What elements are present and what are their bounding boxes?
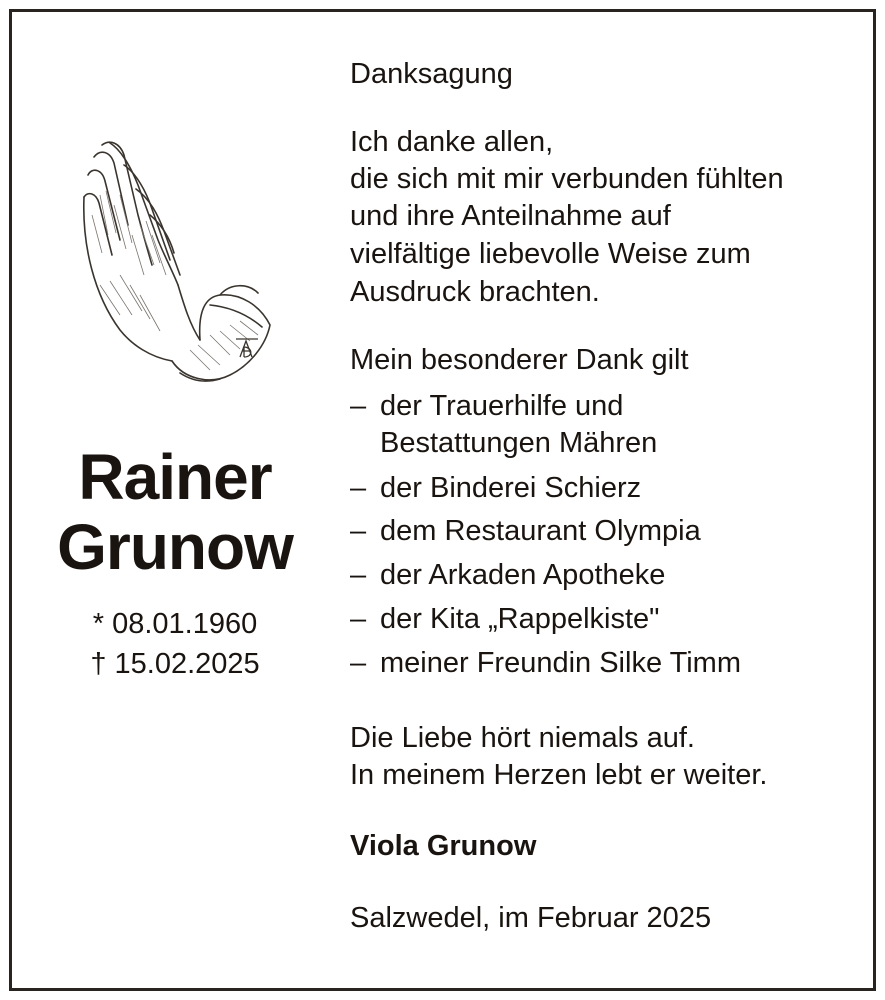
first-name: Rainer xyxy=(78,441,272,513)
signer-name: Viola Grunow xyxy=(350,830,537,862)
list-item: – meiner Freundin Silke Timm xyxy=(350,647,741,679)
heading: Danksagung xyxy=(350,58,513,90)
intro-line: Ausdruck brachten. xyxy=(350,276,600,308)
thanks-intro: Mein besonderer Dank gilt xyxy=(350,344,689,376)
list-item: – der Arkaden Apotheke xyxy=(350,559,666,591)
closing-line: In meinem Herzen lebt er weiter. xyxy=(350,759,768,791)
list-item-continued: Bestattungen Mähren xyxy=(380,427,658,459)
last-name: Grunow xyxy=(57,511,293,583)
closing-line: Die Liebe hört niemals auf. xyxy=(350,722,695,754)
list-item: – dem Restaurant Olympia xyxy=(350,515,701,547)
praying-hands-icon xyxy=(80,135,275,390)
intro-line: Ich danke allen, xyxy=(350,126,554,158)
birth-date: * 08.01.1960 xyxy=(92,608,258,640)
intro-line: und ihre Anteilnahme auf xyxy=(350,200,671,232)
deceased-name xyxy=(20,442,330,582)
intro-line: vielfältige liebevolle Weise zum xyxy=(350,238,751,270)
list-item: – der Trauerhilfe und xyxy=(350,390,624,422)
list-item: – der Kita „Rappelkiste" xyxy=(350,603,660,635)
death-date: † 15.02.2025 xyxy=(90,648,260,680)
list-item: – der Binderei Schierz xyxy=(350,472,642,504)
life-dates xyxy=(20,604,330,684)
intro-line: die sich mit mir verbunden fühlten xyxy=(350,163,784,195)
place-date: Salzwedel, im Februar 2025 xyxy=(350,902,712,934)
